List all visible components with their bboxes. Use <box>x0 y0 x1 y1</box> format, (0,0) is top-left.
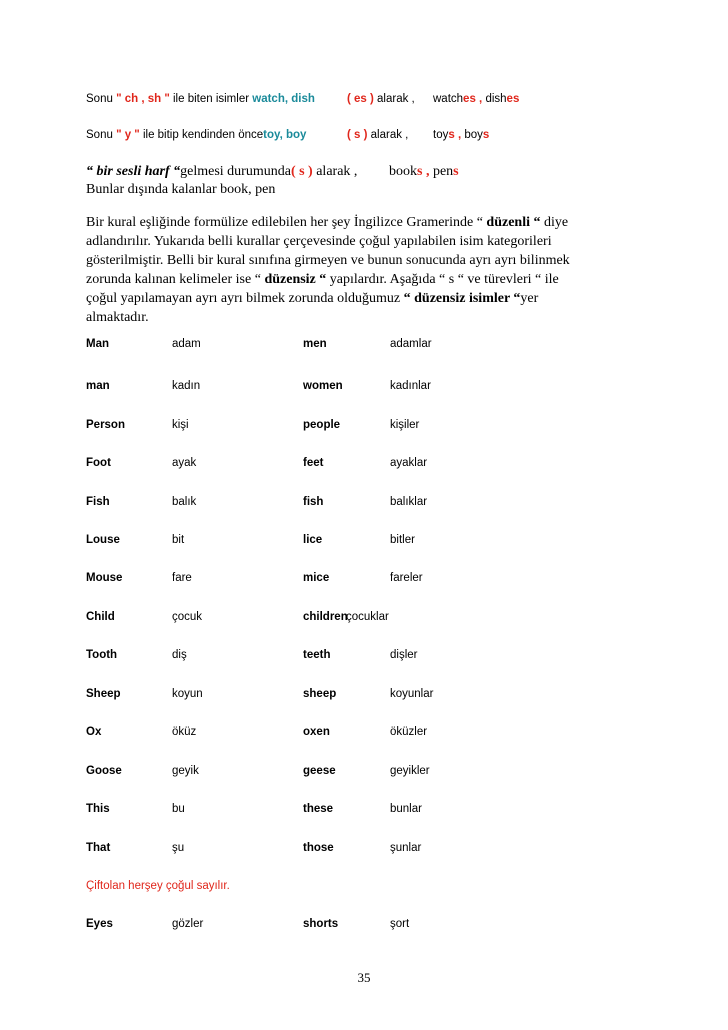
word-row <box>0 419 728 435</box>
plural-translation: öküzler <box>390 726 428 738</box>
singular-word: Child <box>86 611 115 623</box>
rule-middle: gelmesi durumunda <box>180 164 291 179</box>
rule-es-examples <box>433 93 519 105</box>
plural-translation: adamlar <box>390 338 432 350</box>
singular-translation: balık <box>172 496 197 508</box>
singular-translation: öküz <box>172 726 197 738</box>
rule-es-line <box>86 93 315 105</box>
singular-word: man <box>86 380 110 392</box>
singular-translation: ayak <box>172 457 197 469</box>
alarak-text: alarak , <box>373 93 415 105</box>
plural-translation: bunlar <box>390 803 422 815</box>
word-row <box>0 688 728 704</box>
singular-translation: kişi <box>172 419 189 431</box>
paragraph-line <box>86 270 646 289</box>
page-number: 35 <box>357 970 371 985</box>
paragraph-text: Bir kural eşliğinde formülize edilebilen her şey İngilizce Gramerinde “ <box>86 215 487 230</box>
paragraph-line: adlandırılır. Yukarıda belli kurallar çerçevesinde çoğul yapılabilen isim kategorileri <box>86 234 552 249</box>
example-ending: s <box>453 164 459 179</box>
singular-word: Fish <box>86 496 110 508</box>
paragraph-text: yapılardır. Aşağıda “ s “ ve türevleri “ ile <box>326 272 559 287</box>
paragraph-line: gösterilmiştir. Belli bir kural sınıfına girmeyen ve bunun sonucunda ayrı ayrı bilinmek <box>86 253 570 268</box>
paragraph-text: zorunda kalınan kelimeler ise “ <box>86 272 265 287</box>
example-base: watch <box>433 93 464 105</box>
rule-y-examples <box>433 129 489 141</box>
singular-translation: geyik <box>172 765 199 777</box>
example-comma: , <box>475 93 486 105</box>
plural-translation: ayaklar <box>390 457 428 469</box>
word-row <box>0 496 728 512</box>
word-row <box>0 611 728 627</box>
singular-word: Tooth <box>86 649 118 661</box>
suffix-label: ( s ) <box>290 164 313 179</box>
rule-examples: watch, dish <box>252 93 315 105</box>
plural-word: women <box>303 380 343 392</box>
plural-word: those <box>303 842 334 854</box>
example-base: boy <box>464 129 483 141</box>
example-ending: s <box>482 129 490 141</box>
paragraph-bold: düzenli “ <box>486 215 541 230</box>
rule-letters: " y " <box>116 129 140 141</box>
singular-word: Mouse <box>86 572 123 584</box>
pair-plural-note: Çiftolan herşey çoğul sayılır. <box>86 880 230 892</box>
example-base: pen <box>432 164 454 179</box>
word-row <box>0 918 728 934</box>
word-row <box>0 726 728 742</box>
singular-word: Eyes <box>86 918 113 930</box>
plural-translation: kişiler <box>390 419 420 431</box>
singular-translation: fare <box>172 572 192 584</box>
paragraph-text: yer <box>520 291 539 306</box>
paragraph-line: almaktadır. <box>86 310 149 325</box>
word-row <box>0 380 728 396</box>
plural-translation: çocuklar <box>346 611 389 623</box>
rule-y-suffix <box>347 129 408 141</box>
plural-word: men <box>303 338 327 350</box>
plural-word: fish <box>303 496 324 508</box>
singular-word: Person <box>86 419 125 431</box>
rule-vowel-examples <box>389 164 459 180</box>
example-base: dish <box>485 93 507 105</box>
word-row <box>0 572 728 588</box>
paragraph-bold: düzensiz “ <box>264 272 327 287</box>
rule-vowel-remaining: Bunlar dışında kalanlar book, pen <box>86 182 276 197</box>
plural-translation: koyunlar <box>390 688 434 700</box>
rule-y-line <box>86 129 306 141</box>
paragraph-bold: “ düzensiz isimler “ <box>403 291 521 306</box>
paragraph-text: diye <box>540 215 569 230</box>
plural-translation: şort <box>390 918 410 930</box>
singular-translation: bit <box>172 534 185 546</box>
singular-translation: adam <box>172 338 201 350</box>
word-row <box>0 842 728 858</box>
singular-word: Foot <box>86 457 111 469</box>
paragraph-line <box>86 289 646 308</box>
singular-translation: çocuk <box>172 611 203 623</box>
singular-word: Goose <box>86 765 122 777</box>
rule-examples: toy, boy <box>263 129 307 141</box>
suffix-label: ( s ) <box>347 129 368 141</box>
singular-translation: koyun <box>172 688 203 700</box>
plural-word: feet <box>303 457 324 469</box>
word-row <box>0 457 728 473</box>
paragraph-line <box>86 213 646 232</box>
alarak-text: alarak , <box>312 164 358 179</box>
rule-vowel-line <box>86 164 357 180</box>
word-row <box>0 649 728 665</box>
word-row <box>0 803 728 819</box>
singular-word: Ox <box>86 726 102 738</box>
paragraph-text: çoğul yapılamayan ayrı ayrı bilmek zorunda olduğumuz <box>86 291 404 306</box>
singular-word: Sheep <box>86 688 121 700</box>
plural-word: children <box>303 611 348 623</box>
plural-word: oxen <box>303 726 330 738</box>
example-base: toy <box>433 129 449 141</box>
plural-word: lice <box>303 534 323 546</box>
plural-word: these <box>303 803 334 815</box>
plural-word: teeth <box>303 649 331 661</box>
rule-prefix: Sonu <box>86 93 117 105</box>
singular-translation: gözler <box>172 918 204 930</box>
example-ending: s <box>448 129 455 141</box>
plural-word: mice <box>303 572 330 584</box>
plural-translation: bitler <box>390 534 415 546</box>
singular-word: This <box>86 803 110 815</box>
example-ending: s <box>417 164 423 179</box>
singular-word: That <box>86 842 111 854</box>
rule-es-suffix <box>347 93 415 105</box>
plural-translation: balıklar <box>390 496 428 508</box>
singular-translation: kadın <box>172 380 201 392</box>
rule-prefix: Sonu <box>86 129 117 141</box>
rule-letters: " ch , sh " <box>116 93 170 105</box>
rule-middle: ile bitip kendinden önce <box>139 129 264 141</box>
example-base: book <box>389 164 417 179</box>
plural-translation: şunlar <box>390 842 422 854</box>
example-ending: es <box>463 93 476 105</box>
singular-translation: diş <box>172 649 187 661</box>
word-row <box>0 534 728 550</box>
rule-middle: ile biten isimler <box>169 93 253 105</box>
plural-word: shorts <box>303 918 339 930</box>
plural-translation: dişler <box>390 649 418 661</box>
singular-translation: şu <box>172 842 185 854</box>
singular-word: Man <box>86 338 109 350</box>
explanation-paragraph <box>86 213 646 327</box>
example-comma: , <box>422 164 433 179</box>
plural-word: people <box>303 419 341 431</box>
word-row <box>0 765 728 781</box>
singular-translation: bu <box>172 803 185 815</box>
suffix-label: ( es ) <box>347 93 374 105</box>
plural-translation: geyikler <box>390 765 430 777</box>
plural-translation: kadınlar <box>390 380 431 392</box>
word-row <box>0 338 728 354</box>
singular-word: Louse <box>86 534 120 546</box>
example-ending: es <box>506 93 520 105</box>
plural-translation: fareler <box>390 572 423 584</box>
plural-word: sheep <box>303 688 337 700</box>
plural-word: geese <box>303 765 336 777</box>
rule-italic: “ bir sesli harf “ <box>86 164 181 179</box>
example-comma: , <box>454 129 465 141</box>
alarak-text: alarak , <box>367 129 409 141</box>
